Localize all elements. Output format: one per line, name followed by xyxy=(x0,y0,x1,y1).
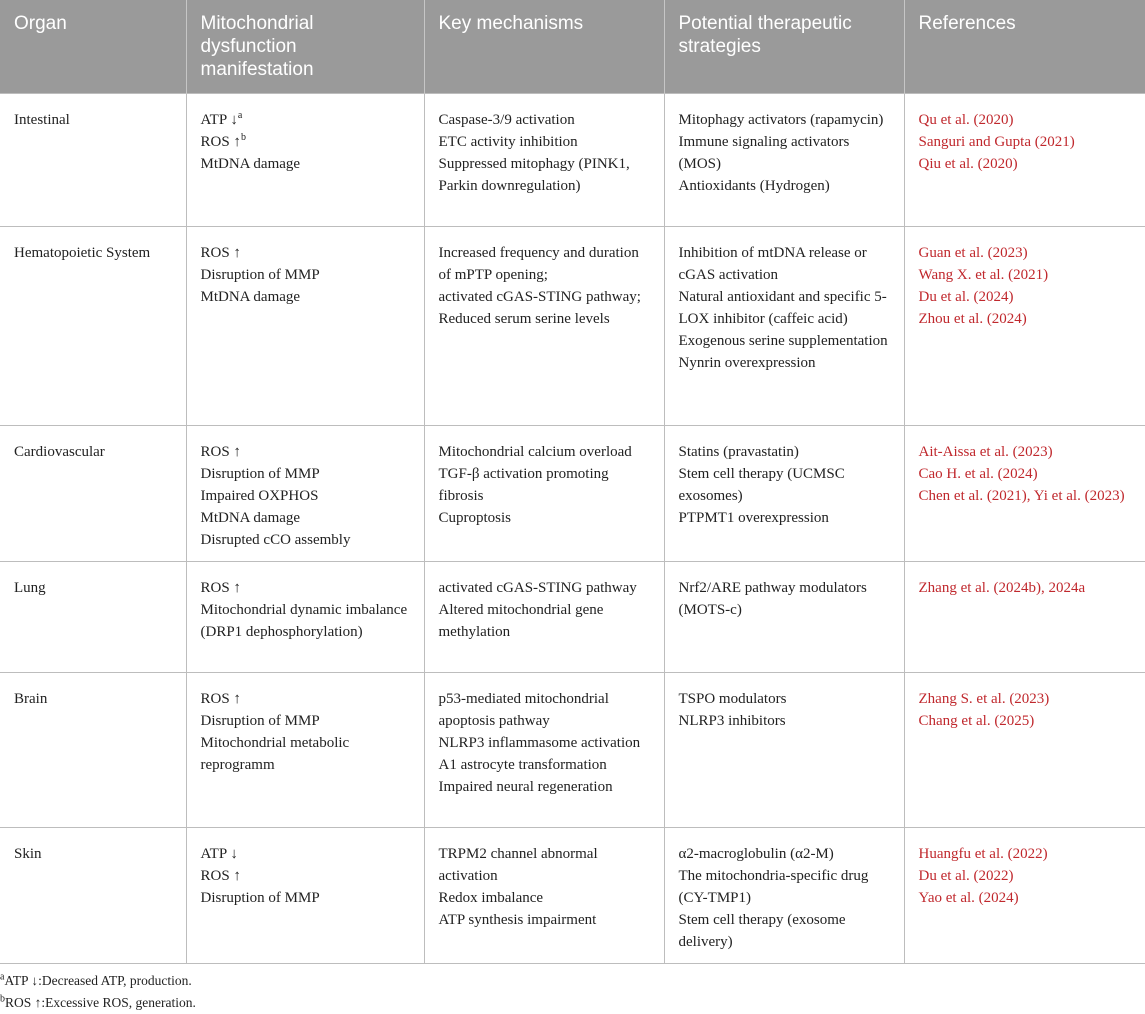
mechanism-line: ETC activity inhibition xyxy=(438,134,578,150)
strategies-cell xyxy=(664,828,904,964)
manifestation-line: MtDNA damage xyxy=(200,156,301,172)
footnote-mark: a xyxy=(0,971,5,983)
reference-link[interactable]: Zhang et al. (2024b), 2024a xyxy=(918,580,1086,596)
organ-cell: Lung xyxy=(0,562,186,673)
table-row xyxy=(0,94,1145,227)
table-footnotes xyxy=(0,970,1145,1014)
manifestation-cell xyxy=(186,673,424,828)
manifestation-cell xyxy=(186,426,424,562)
strategy-line: Antioxidants (Hydrogen) xyxy=(678,178,830,194)
references-cell xyxy=(904,426,1145,562)
table-row xyxy=(0,426,1145,562)
reference-link[interactable]: Zhang S. et al. (2023) xyxy=(918,691,1050,707)
manifestation-line: ROS ↑ xyxy=(200,245,241,261)
mechanism-line: Mitochondrial calcium overload xyxy=(438,444,632,460)
organ-cell: Cardiovascular xyxy=(0,426,186,562)
mechanisms-cell xyxy=(424,227,664,426)
references-cell xyxy=(904,94,1145,227)
footnote-mark: b xyxy=(0,993,5,1005)
header-row xyxy=(0,0,1145,94)
table-header xyxy=(0,0,1145,94)
mechanism-line: Suppressed mitophagy (PINK1, Parkin downregulation) xyxy=(438,156,630,194)
reference-link[interactable]: Wang X. et al. (2021) xyxy=(918,267,1049,283)
manifestation-cell xyxy=(186,94,424,227)
manifestation-line: Disruption of MMP xyxy=(200,890,320,906)
strategies-cell xyxy=(664,227,904,426)
footnote-text: ROS ↑:Excessive ROS, generation. xyxy=(5,995,196,1010)
mechanism-line: TRPM2 channel abnormal activation xyxy=(438,846,598,884)
reference-link[interactable]: Ait-Aissa et al. (2023) xyxy=(918,444,1053,460)
manifestation-line: ROS ↑ xyxy=(200,444,241,460)
manifestation-line: Disruption of MMP xyxy=(200,267,320,283)
header-references: References xyxy=(904,0,1145,94)
manifestation-cell xyxy=(186,562,424,673)
table-row xyxy=(0,562,1145,673)
reference-link[interactable]: Guan et al. (2023) xyxy=(918,245,1028,261)
organ-cell: Brain xyxy=(0,673,186,828)
strategy-line: The mitochondria-specific drug (CY-TMP1) xyxy=(678,868,869,906)
manifestation-line: ATP ↓$^a$ xyxy=(200,110,243,128)
reference-link[interactable]: Qu et al. (2020) xyxy=(918,112,1014,128)
mechanisms-cell xyxy=(424,426,664,562)
strategies-cell xyxy=(664,94,904,227)
mechanism-line: Impaired neural regeneration xyxy=(438,779,613,795)
strategy-line: Nrf2/ARE pathway modulators (MOTS-c) xyxy=(678,580,867,618)
organ-cell: Intestinal xyxy=(0,94,186,227)
header-mechanisms: Key mechanisms xyxy=(424,0,664,94)
mechanism-line: p53-mediated mitochondrial apoptosis pathway xyxy=(438,691,609,729)
strategy-line: Immune signaling activators (MOS) xyxy=(678,134,850,172)
strategy-line: Stem cell therapy (UCMSC exosomes) xyxy=(678,466,845,504)
strategies-cell xyxy=(664,673,904,828)
table-row xyxy=(0,673,1145,828)
manifestation-line: ROS ↑$^b$ xyxy=(200,132,246,150)
mechanisms-cell xyxy=(424,94,664,227)
mechanism-line: Cuproptosis xyxy=(438,510,512,526)
manifestation-line: MtDNA damage xyxy=(200,289,301,305)
manifestation-line: Impaired OXPHOS xyxy=(200,488,319,504)
reference-link[interactable]: Zhou et al. (2024) xyxy=(918,311,1027,327)
organ-cell: Hematopoietic System xyxy=(0,227,186,426)
mechanism-line: Caspase-3/9 activation xyxy=(438,112,575,128)
references-cell xyxy=(904,227,1145,426)
reference-link[interactable]: Yao et al. (2024) xyxy=(918,890,1019,906)
manifestation-line: Mitochondrial dynamic imbalance (DRP1 dephosphorylation) xyxy=(200,602,408,640)
mechanisms-cell xyxy=(424,673,664,828)
manifestation-line: ATP ↓ xyxy=(200,846,238,862)
strategy-line: Natural antioxidant and specific 5-LOX inhibitor (caffeic acid) xyxy=(678,289,887,327)
references-cell xyxy=(904,828,1145,964)
reference-link[interactable]: Chang et al. (2025) xyxy=(918,713,1035,729)
strategy-line: Inhibition of mtDNA release or cGAS activation xyxy=(678,245,867,283)
mechanisms-cell xyxy=(424,828,664,964)
strategy-line: α2-macroglobulin (α2-M) xyxy=(678,846,834,862)
strategy-line: PTPMT1 overexpression xyxy=(678,510,829,526)
reference-link[interactable]: Chen et al. (2021), Yi et al. (2023) xyxy=(918,488,1125,504)
manifestation-line: Disrupted cCO assembly xyxy=(200,532,351,548)
organ-cell: Skin xyxy=(0,828,186,964)
mechanism-line: ATP synthesis impairment xyxy=(438,912,597,928)
reference-link[interactable]: Du et al. (2022) xyxy=(918,868,1014,884)
strategy-line: NLRP3 inhibitors xyxy=(678,713,786,729)
footnote-mark: a xyxy=(237,110,243,121)
reference-link[interactable]: Huangfu et al. (2022) xyxy=(918,846,1048,862)
references-cell xyxy=(904,673,1145,828)
header-strategies: Potential therapeutic strategies xyxy=(664,0,904,94)
mechanism-line: Reduced serum serine levels xyxy=(438,311,610,327)
table-row xyxy=(0,828,1145,964)
mechanism-line: A1 astrocyte transformation xyxy=(438,757,607,773)
reference-link[interactable]: Du et al. (2024) xyxy=(918,289,1014,305)
manifestation-cell xyxy=(186,828,424,964)
strategy-line: Stem cell therapy (exosome delivery) xyxy=(678,912,846,950)
strategy-line: Nynrin overexpression xyxy=(678,355,816,371)
strategy-line: Exogenous serine supplementation xyxy=(678,333,888,349)
manifestation-line: ROS ↑ xyxy=(200,868,241,884)
strategy-line: Mitophagy activators (rapamycin) xyxy=(678,112,884,128)
strategy-line: TSPO modulators xyxy=(678,691,787,707)
mechanism-line: NLRP3 inflammasome activation xyxy=(438,735,641,751)
reference-link[interactable]: Cao H. et al. (2024) xyxy=(918,466,1038,482)
mechanism-line: activated cGAS-STING pathway xyxy=(438,580,637,596)
mechanism-line: activated cGAS-STING pathway; xyxy=(438,289,641,305)
reference-link[interactable]: Sanguri and Gupta (2021) xyxy=(918,134,1075,150)
mechanisms-cell xyxy=(424,562,664,673)
strategy-line: Statins (pravastatin) xyxy=(678,444,799,460)
footnote-mark: b xyxy=(240,132,246,143)
header-manifestation: Mitochondrial dysfunction manifestation xyxy=(186,0,424,94)
header-organ: Organ xyxy=(0,0,186,94)
manifestation-line: Disruption of MMP xyxy=(200,466,320,482)
mechanism-line: Altered mitochondrial gene methylation xyxy=(438,602,604,640)
manifestation-line: Disruption of MMP xyxy=(200,713,320,729)
manifestation-line: ROS ↑ xyxy=(200,691,241,707)
manifestation-line: ROS ↑ xyxy=(200,580,241,596)
strategies-cell xyxy=(664,426,904,562)
reference-link[interactable]: Qiu et al. (2020) xyxy=(918,156,1018,172)
references-cell xyxy=(904,562,1145,673)
mechanism-line: Redox imbalance xyxy=(438,890,544,906)
strategies-cell xyxy=(664,562,904,673)
manifestation-cell xyxy=(186,227,424,426)
manifestation-line: MtDNA damage xyxy=(200,510,301,526)
manifestation-line: Mitochondrial metabolic reprogramm xyxy=(200,735,350,773)
mechanism-line: Increased frequency and duration of mPTP opening; xyxy=(438,245,639,283)
footnote-text: ATP ↓:Decreased ATP, production. xyxy=(4,973,192,988)
footnote xyxy=(0,970,1145,992)
table-row xyxy=(0,227,1145,426)
footnote xyxy=(0,992,1145,1014)
mechanism-line: TGF-β activation promoting fibrosis xyxy=(438,466,609,504)
